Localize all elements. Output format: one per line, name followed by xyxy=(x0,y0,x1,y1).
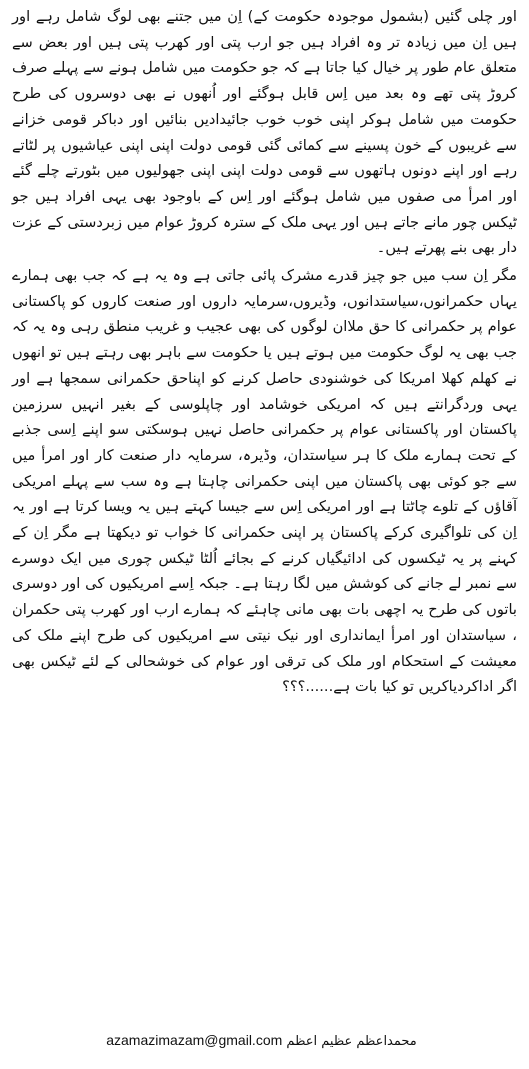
article-paragraph-2: مگر اِن سب میں جو چیز قدرے مشرک پائی جاتی ہے وہ یہ ہے کہ جب بھی ہمارے یہاں حکمرانوں،سیاستدانوں، وڈیروں،سرمایہ داروں اور صنعت کاروں کو پاکستانی عوام پر حکمرانی کا حق ملاان لوگوں کی بھی عجیب و غریب منطق رہی وہ یہ کہ جب بھی یہ لوگ حکومت میں ہوتے ہیں یا حکومت سے باہر بھی رہتے ہیں تو انھوں نے کھلم کھلا امریکا کی خوشنودی حاصل کرنے کو اپناحق حکمرانی سمجھا ہے اور یہی وردگرانتے ہیں کہ امریکی خوشامد اور چاپلوسی کے بغیر انہیں سرزمین پاکستان اور پاکستانی عوام پر حکمرانی حاصل نہیں ہوسکتی سو اپنے اِسی جذبے کے تحت ہمارے ملک کا ہر سیاستدان، وڈیرہ، سرمایہ دار صنعت کار اور امرأ میں سے جو کوئی بھی پاکستان میں اپنی حکمرانی چاہتا ہے وہ سب سے پہلے امریکی آقاؤں کے تلوے چاٹتا ہے اور امریکی اِس سے جیسا کہتے ہیں یہ ویسا کرتا ہے اور یہ اِن کی تلواگیری کرکے پاکستان پر اپنی حکمرانی کا خواب تو دیکھتا ہے مگر اِن کے کہنے پر یہ ٹیکسوں کی ادائیگیاں کرنے کے بجائے اُلٹا ٹیکس چوری میں ایک دوسرے سے نمبر لے جانے کی کوشش میں لگا رہتا ہے۔ جبکہ اِسے امریکیوں کی اور دوسری باتوں کی طرح یہ اچھی بات بھی مانی چاہئے کہ ہمارے ارب اور کھرب پتی حکمران ، سیاستدان اور امرأ ایمانداری اور نیک نیتی سے امریکیوں کی طرح اپنے ملک کی معیشت کے استحکام اور ملک کی ترقی اور عوام کی خوشحالی کے لئے ٹیکس بھی اگر اداکردیاکریں تو کیا بات ہے......؟؟؟ xyxy=(12,267,517,696)
author-name: محمداعظم عظیم اعظم xyxy=(286,1034,417,1049)
author-signature xyxy=(0,1031,529,1051)
article-body xyxy=(12,4,517,700)
author-email: azamazimazam@gmail.com xyxy=(106,1032,283,1048)
article-paragraph-1: اور چلی گئیں (بشمول موجودہ حکومت کے) اِن میں جتنے بھی لوگ شامل رہے اور ہیں اِن میں زیادہ تر وہ افراد ہیں جو ارب پتی اور کھرب پتی ہیں اور بعض سے متعلق عام طور پر خیال کیا جاتا ہے کہ جو حکومت میں شامل ہونے سے پہلے صرف کروڑ پتی تھے وہ بعد میں اِس قابل ہوگئے اور اُنھوں نے بھی دوسروں کی طرح حکومت میں شامل ہوکر اپنی خوب خوب جائیدادیں بنائیں اور دباکر قومی خزانے سے غریبوں کے خون پسینے سے کمائی گئی قومی دولت اپنی اپنی عیاشیوں پر لٹاتے رہے اور اپنے دونوں ہاتھوں سے قومی دولت اپنی اپنی جھولیوں میں بٹورتے چلے گئے اور امرأ می صفوں میں شامل ہوگئے اور اِس کے باوجود بھی یہی افراد ہیں جو ٹیکس چور مانے جاتے ہیں اور یہی ملک کے سترہ کروڑ عوام میں زبردستی کے عزت دار بھی بنے پھرتے ہیں۔ xyxy=(12,8,517,257)
